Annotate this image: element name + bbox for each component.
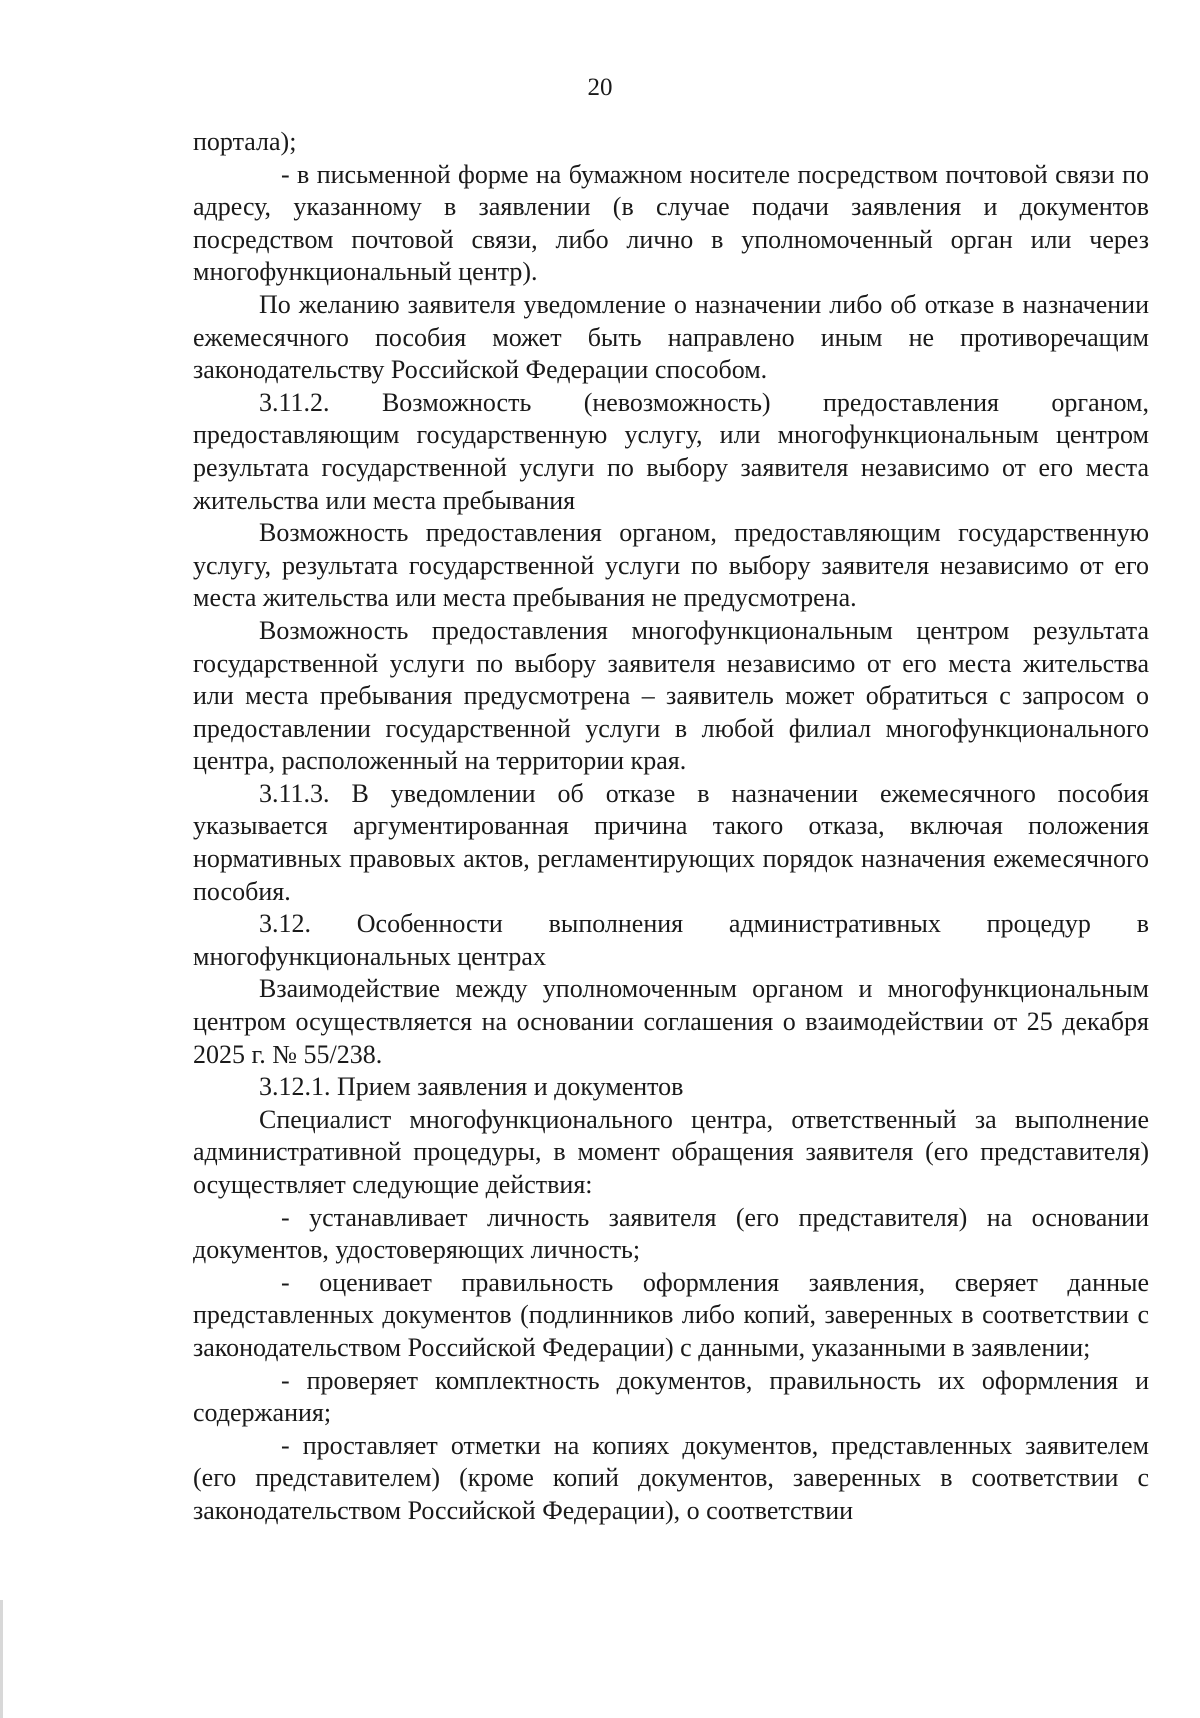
list-item: - оценивает правильность оформления заявления, сверяет данные представленных документов (подлинников либо копий, заверенных в соответствии с законодательством Российской Федерации) с данными, указанными в заявлении; — [193, 1267, 1149, 1362]
page-number: 20 — [587, 74, 613, 101]
paragraph: Взаимодействие между уполномоченным органом и многофункциональным центром осуществляется на основании соглашения о взаимодействии от 25 декабря 2025 г. № 55/238. — [193, 974, 1149, 1069]
scan-edge-mark — [0, 1600, 3, 1718]
list-item: - устанавливает личность заявителя (его представителя) на основании документов, удостоверяющих личность; — [193, 1202, 1149, 1265]
section-heading: 3.11.2. Возможность (невозможность) предоставления органом, предоставляющим государственную услугу, или многофункциональным центром результата государственной услуги по выбору заявителя независимо от его места жительства или места пребывания — [193, 387, 1149, 515]
paragraph: Возможность предоставления многофункциональным центром результата государственной услуги по выбору заявителя независимо от его места жительства или места пребывания предусмотрена – заявитель может обратиться с запросом о предоставлении государственной услуги в любой филиал многофункционального центра, расположенный на территории края. — [193, 615, 1149, 776]
section-heading: 3.12. Особенности выполнения административных процедур в многофункциональных центрах — [193, 909, 1149, 971]
paragraph: 3.11.3. В уведомлении об отказе в назначении ежемесячного пособия указывается аргументированная причина такого отказа, включая положения нормативных правовых актов, регламентирующих порядок назначения ежемесячного пособия. — [193, 778, 1149, 906]
paragraph: Возможность предоставления органом, предоставляющим государственную услугу, результата государственной услуги по выбору заявителя независимо от его места жительства или места пребывания не предусмотрена. — [193, 518, 1149, 613]
paragraph: портала); — [193, 127, 297, 156]
section-heading: 3.12.1. Прием заявления и документов — [259, 1072, 684, 1102]
list-item: - проставляет отметки на копиях документов, представленных заявителем (его представителем) (кроме копий документов, заверенных в соответствии с законодательством Российской Федерации), о соответствии — [193, 1430, 1149, 1525]
paragraph: - в письменной форме на бумажном носителе посредством почтовой связи по адресу, указанному в заявлении (в случае подачи заявления и документов посредством почтовой связи, либо лично в уполномоченный орган или через многофункциональный центр). — [193, 159, 1149, 287]
list-item: - проверяет комплектность документов, правильность их оформления и содержания; — [193, 1365, 1149, 1428]
document-body — [193, 126, 1149, 1528]
paragraph: По желанию заявителя уведомление о назначении либо об отказе в назначении ежемесячного пособия может быть направлено иным не противоречащим законодательству Российской Федерации способом. — [193, 289, 1149, 385]
paragraph: Специалист многофункционального центра, ответственный за выполнение административной процедуры, в момент обращения заявителя (его представителя) осуществляет следующие действия: — [193, 1104, 1149, 1199]
